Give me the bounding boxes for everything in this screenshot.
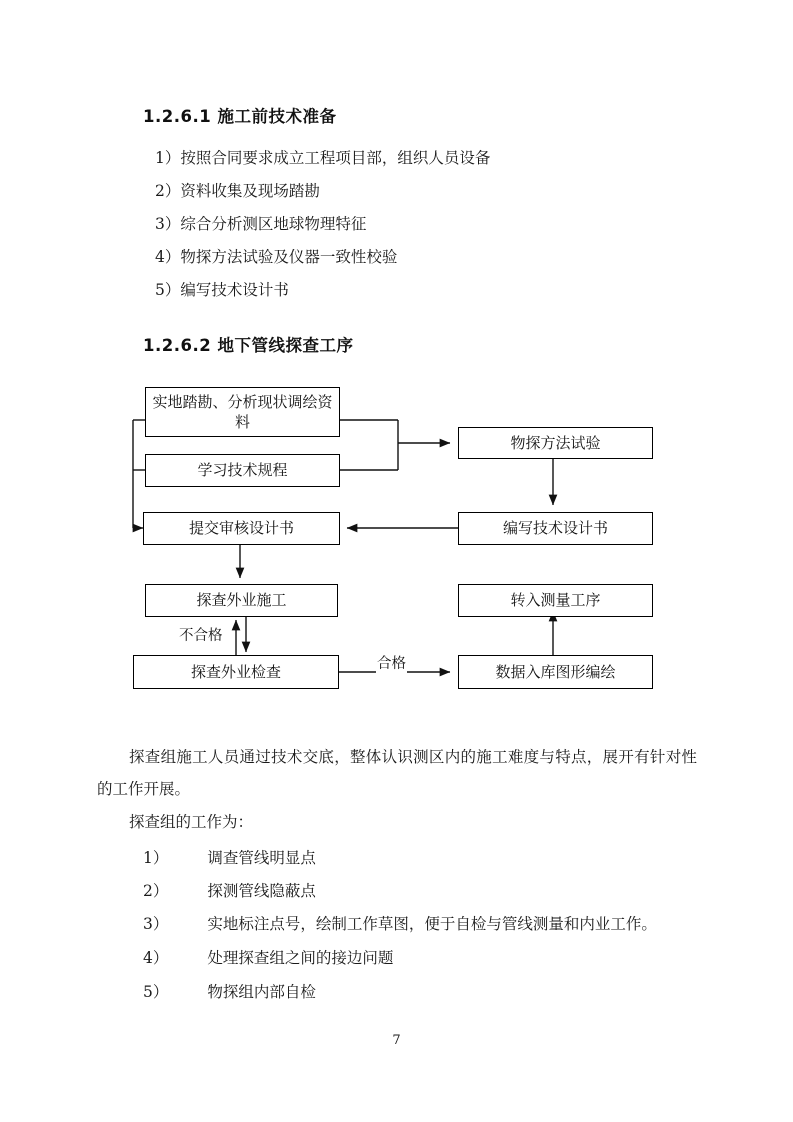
list-item-text: 调查管线明显点 [207, 849, 316, 867]
list-item-text: 物探组内部自检 [207, 983, 316, 1001]
list-item-text: 编写技术设计书 [180, 281, 289, 299]
flow-node-study-spec: 学习技术规程 [145, 454, 340, 487]
flow-node-survey-analysis: 实地踏勘、分析现状调绘资料 [145, 387, 340, 437]
flow-node-field-work: 探查外业施工 [145, 584, 338, 617]
flow-node-write-design: 编写技术设计书 [458, 512, 653, 545]
list-item [155, 247, 397, 269]
list-item-text: 处理探查组之间的接边问题 [207, 949, 394, 967]
list-item-text: 按照合同要求成立工程项目部，组织人员设备 [180, 149, 491, 167]
flow-node-data-mapping: 数据入库图形编绘 [458, 655, 653, 689]
list-item-number: 3） [155, 215, 181, 233]
flow-edge-label-fail: 不合格 [178, 624, 224, 645]
list-item-text: 资料收集及现场踏勘 [180, 182, 320, 200]
section-heading-2: 1.2.6.2 地下管线探查工序 [143, 336, 354, 355]
list-item-text: 综合分析测区地球物理特征 [180, 215, 367, 233]
list-item-number: 4） [143, 949, 169, 967]
list-item [155, 181, 320, 203]
flow-node-transfer-survey: 转入测量工序 [458, 584, 653, 617]
list-item-number: 3） [143, 915, 169, 933]
list-item-number: 1） [143, 849, 169, 867]
flow-node-field-check: 探查外业检查 [133, 655, 339, 689]
list-item-number: 4） [155, 248, 181, 266]
list-item-text: 实地标注点号，绘制工作草图，便于自检与管线测量和内业工作。 [207, 915, 657, 933]
section-heading-1: 1.2.6.1 施工前技术准备 [143, 107, 337, 126]
flow-node-geophysical-test: 物探方法试验 [458, 427, 653, 459]
paragraph-work-list-intro: 探查组的工作为： [129, 813, 254, 831]
list-item [143, 912, 657, 934]
list-item [155, 148, 490, 170]
list-item-number: 5） [155, 281, 181, 299]
list-item-number: 1） [155, 149, 181, 167]
list-item-text: 探测管线隐蔽点 [207, 882, 316, 900]
list-item [155, 214, 366, 236]
flow-node-submit-review: 提交审核设计书 [143, 512, 340, 545]
list-item [155, 280, 289, 302]
list-item-number: 5） [143, 983, 169, 1001]
list-item [143, 946, 393, 968]
paragraph-intro: 探查组施工人员通过技术交底，整体认识测区内的施工难度与特点，展开有针对性的工作开展。 [97, 748, 697, 798]
page-number: 7 [392, 1033, 401, 1048]
list-item [143, 980, 316, 1002]
list-item-text: 物探方法试验及仪器一致性校验 [180, 248, 398, 266]
flow-edge-label-pass: 合格 [376, 652, 407, 673]
list-item [143, 879, 316, 901]
list-item-number: 2） [155, 182, 181, 200]
list-item [143, 846, 316, 868]
list-item-number: 2） [143, 882, 169, 900]
